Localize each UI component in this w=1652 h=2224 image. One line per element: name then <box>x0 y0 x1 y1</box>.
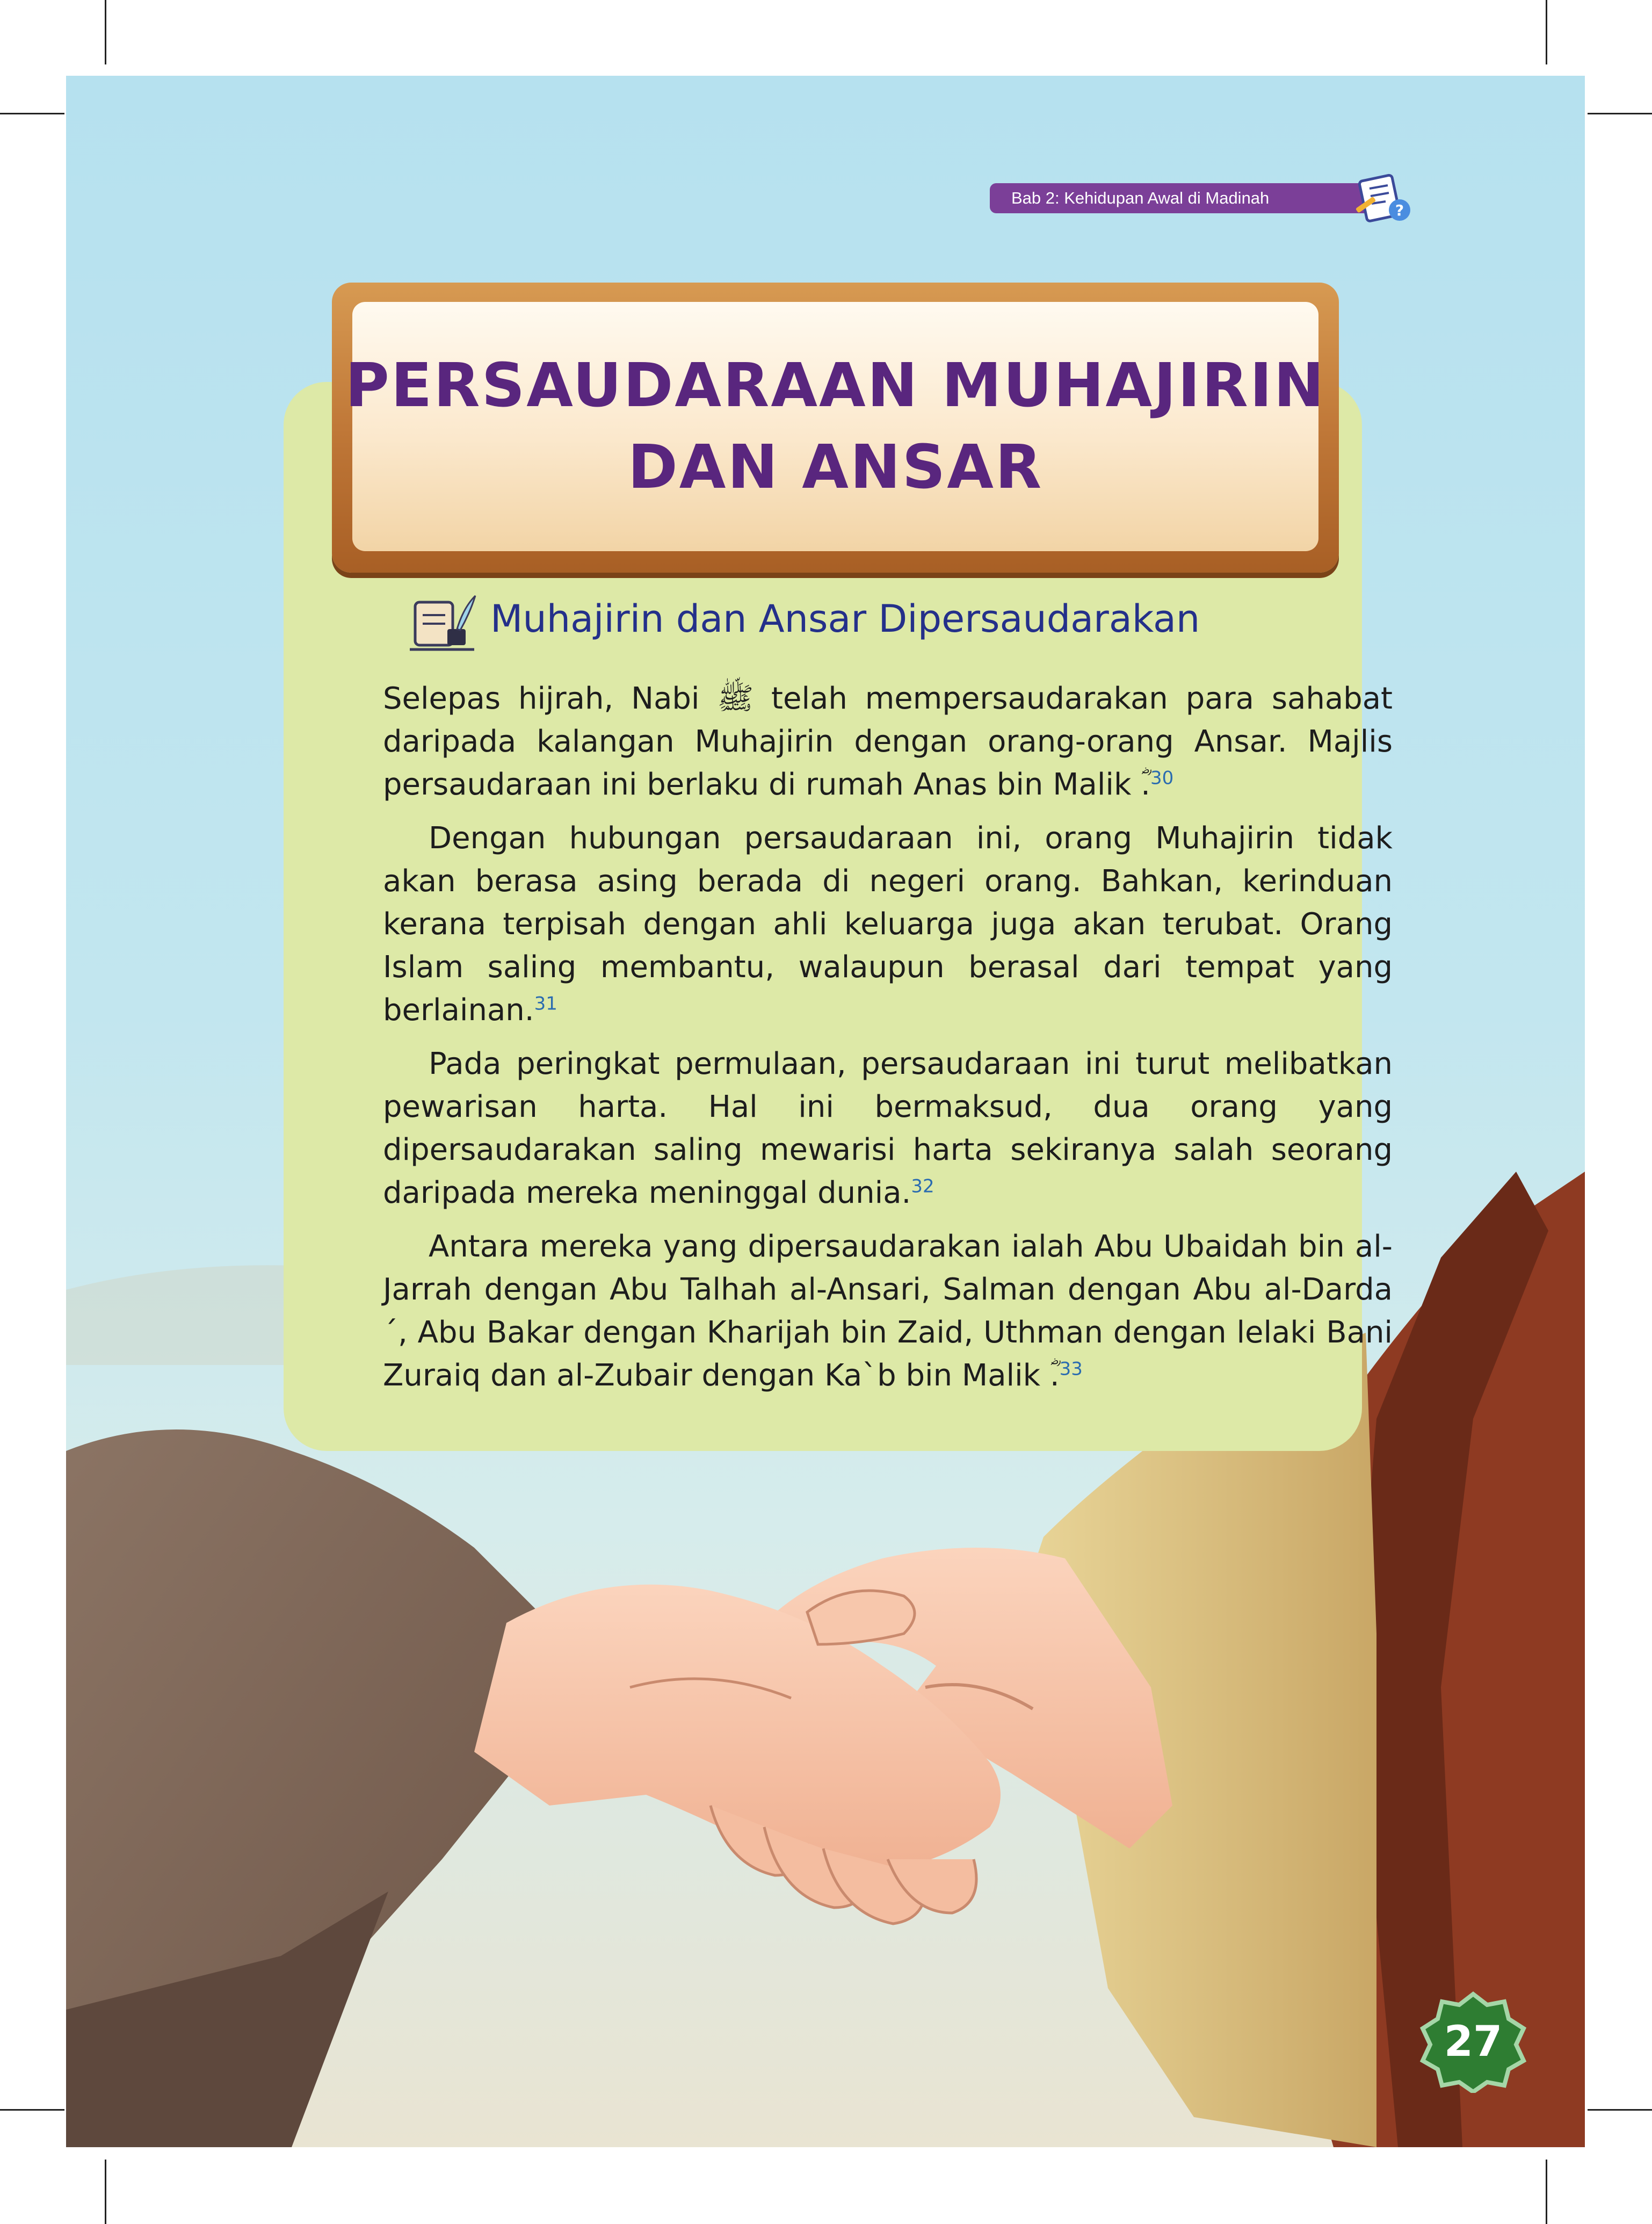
document-question-icon <box>1352 172 1411 226</box>
paragraph-1 <box>383 677 1393 806</box>
book-page <box>66 76 1585 2147</box>
crop-mark <box>1546 2160 1547 2224</box>
footnote-ref: 31 <box>534 993 557 1015</box>
footnote-ref: 33 <box>1059 1358 1083 1380</box>
page-number: 27 <box>1444 2018 1503 2066</box>
chapter-label: Bab 2: Kehidupan Awal di Madinah <box>990 183 1366 213</box>
crop-mark <box>0 2109 64 2111</box>
crop-mark <box>105 2160 106 2224</box>
page-title-line2: DAN ANSAR <box>627 432 1044 502</box>
title-inner <box>345 302 1326 551</box>
paragraph-2 <box>383 817 1393 1032</box>
svg-text:?: ? <box>1395 201 1404 219</box>
scroll-quill-icon <box>410 591 477 653</box>
paragraph-3 <box>383 1043 1393 1215</box>
paragraph-text: Dengan hubungan persaudaraan ini, orang Muhajirin tidak akan berasa asing berada di negeri orang. Bahkan, kerinduan kerana terpisah dengan ahli keluarga juga akan terubat. Orang Islam saling membantu, walaupun berasal dari tempat yang berlainan. <box>383 821 1393 1028</box>
title-board <box>332 283 1339 573</box>
page-title-line1: PERSAUDARAAN MUHAJIRIN <box>345 351 1326 421</box>
footnote-ref: 30 <box>1150 767 1174 789</box>
crop-mark <box>1588 113 1652 114</box>
footnote-ref: 32 <box>911 1175 934 1197</box>
paragraph-text: Selepas hijrah, Nabi ﷺ telah mempersaudarakan para sahabat daripada kalangan Muhajirin dengan orang-orang Ansar. Majlis persaudaraan ini berlaku di rumah Anas bin Malik ؓ. <box>383 681 1393 802</box>
section-heading: Muhajirin dan Ansar Dipersaudarakan <box>490 597 1200 641</box>
paragraph-text: Antara mereka yang dipersaudarakan ialah Abu Ubaidah bin al-Jarrah dengan Abu Talhah al-Ansari, Salman dengan Abu al-Darda´, Abu Bakar dengan Kharijah bin Zaid, Uthman dengan lelaki Bani Zuraiq dan al-Zubair dengan Ka`b bin Malik ؓ. <box>383 1229 1393 1393</box>
crop-mark <box>0 113 64 114</box>
crop-mark <box>105 0 106 64</box>
crop-mark <box>1588 2109 1652 2111</box>
paragraph-4 <box>383 1225 1393 1397</box>
paragraph-text: Pada peringkat permulaan, persaudaraan ini turut melibatkan pewarisan harta. Hal ini bermaksud, dua orang yang dipersaudarakan saling mewarisi harta sekiranya salah seorang daripada mereka meninggal dunia. <box>383 1046 1393 1210</box>
crop-mark <box>1546 0 1547 64</box>
